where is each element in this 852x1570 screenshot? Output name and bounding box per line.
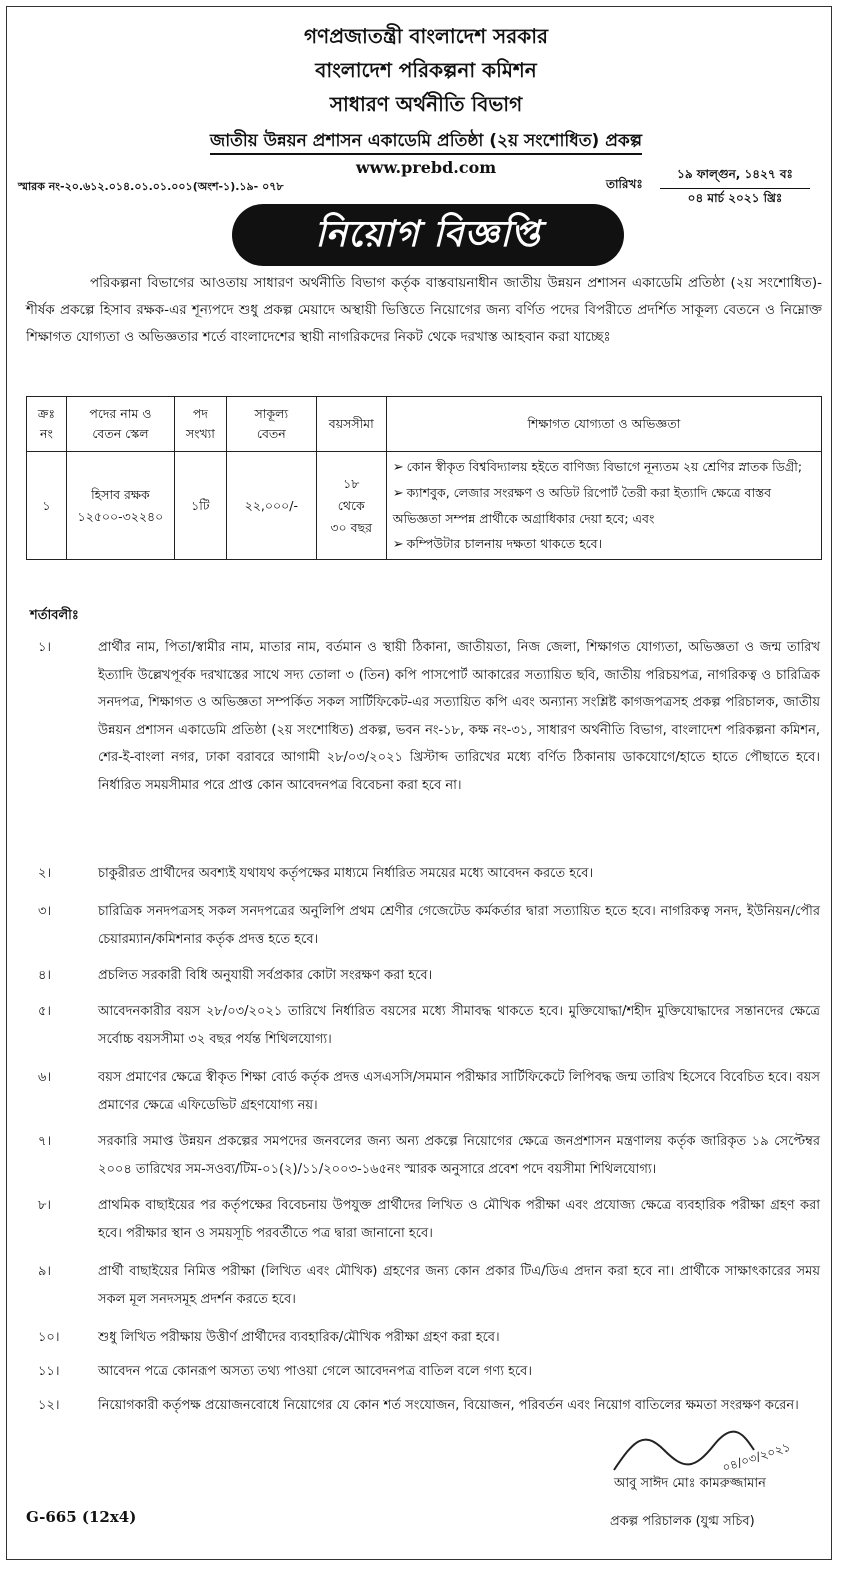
condition-text: প্রাথমিক বাছাইয়ের পর কর্তৃপক্ষের বিবেচনায় উপযুক্ত প্রার্থীদের লিখিত ও মৌখিক পরীক্ষা এবং প্রযোজ্য ক্ষেত্রে ব্যবহারিক পরীক্ষা গ্রহণ করা হবে। পরীক্ষার স্থান ও সময়সূচি পরবর্তীতে পত্র দ্বারা জানানো হবে। xyxy=(98,1198,820,1241)
commission-title: বাংলাদেশ পরিকল্পনা কমিশন xyxy=(315,58,537,82)
pay-scale: ১২৫০০-৩২২৪০ xyxy=(77,508,164,524)
header-quals: শিক্ষাগত যোগ্যতা ও অভিজ্ঞতা xyxy=(386,397,821,452)
header-post xyxy=(66,397,174,452)
condition-number: ৯। xyxy=(38,1264,52,1279)
header-post-line2: বেতন স্কেল xyxy=(92,426,149,441)
intro-paragraph: পরিকল্পনা বিভাগের আওতায় সাধারণ অর্থনীতি বিভাগ কর্তৃক বাস্তবায়নাধীন জাতীয় উন্নয়ন প্রশাসন একাডেমি প্রতিষ্ঠা (২য় সংশোধিত)- শীর্ষক প্রকল্পে হিসাব রক্ষক-এর শূন্যপদে শুধু প্রকল্প মেয়াদে অস্থায়ী ভিত্তিতে নিয়োগের জন্য বর্ণিত পদের বিপরীতে প্রদর্শিত সাকূল্য বেতনে ও নিম্নোক্ত শিক্ষাগত যোগ্যতা ও অভিজ্ঞতার শর্তে বাংলাদেশের স্থায়ী নাগরিকদের নিকট থেকে দরখাস্ত আহবান করা যাচ্ছেঃ xyxy=(26,275,822,345)
age-to: থেকে xyxy=(337,497,365,513)
signatory-title: প্রকল্প পরিচালক (যুগ্ম সচিব) xyxy=(610,1514,755,1529)
condition-number: ১। xyxy=(38,640,52,655)
cell-salary: ২২,০০০/- xyxy=(226,452,316,560)
header-count-line1: পদ xyxy=(192,406,208,421)
header-count-line2: সংখ্যা xyxy=(185,426,215,441)
condition-number: ৪। xyxy=(38,968,52,983)
signature-date: ০৪/০৩/২০২১ xyxy=(720,1439,792,1475)
header-count xyxy=(174,397,226,452)
signatory-name: আবু সাঈদ মোঃ কামরুজ্জামান xyxy=(614,1476,766,1491)
condition-text: চাকুরীরত প্রার্থীদের অবশ্যই যথাযথ কর্তৃপক্ষের মাধ্যমে নির্ধারিত সময়ের মধ্যে আবেদন করতে হবে। xyxy=(98,866,594,881)
cell-quals xyxy=(386,452,821,560)
header-salary xyxy=(226,397,316,452)
condition-number: ৭। xyxy=(38,1134,52,1149)
condition-text: আবেদনকারীর বয়স ২৮/০৩/২০২১ তারিখে নির্ধারিত বয়সের মধ্যে সীমাবদ্ধ থাকতে হবে। মুক্তিযোদ্ধা/শহীদ মুক্তিযোদ্ধাদের সন্তানদের ক্ষেত্রে সর্বোচ্চ বয়সসীমা ৩২ বছর পর্যন্ত শিথিলযোগ্য। xyxy=(98,1004,820,1047)
condition-text: আবেদন পত্রে কোনরূপ অসত্য তথ্য পাওয়া গেলে আবেদনপত্র বাতিল বলে গণ্য হবে। xyxy=(98,1364,533,1379)
condition-text: শুধু লিখিত পরীক্ষায় উত্তীর্ণ প্রার্থীদের ব্যবহারিক/মৌখিক পরীক্ষা গ্রহণ করা হবে। xyxy=(98,1330,500,1345)
header-serial xyxy=(27,397,67,452)
header-salary-line2: বেতন xyxy=(256,426,286,441)
qual-item xyxy=(393,531,815,557)
project-title xyxy=(0,128,852,156)
posts-table xyxy=(26,396,822,560)
age-max: ৩০ বছর xyxy=(330,519,373,535)
condition-text: প্রচলিত সরকারী বিধি অনুযায়ী সর্বপ্রকার কোটা সংরক্ষণ করা হবে। xyxy=(98,968,433,983)
date-gregorian: ০৪ মার্চ ২০২১ খ্রিঃ xyxy=(687,191,783,205)
header-post-line1: পদের নাম ও xyxy=(89,406,152,421)
arrow-icon: ➢ xyxy=(392,537,404,552)
qual-text: কম্পিউটার চালনায় দক্ষতা থাকতে হবে। xyxy=(406,536,603,551)
age-min: ১৮ xyxy=(343,475,360,491)
memo-number: স্মারক নং-২০.৬১২.০১৪.০১.০১.০০১(অংশ-১).১৯- ০৭৮ xyxy=(18,180,284,193)
condition-number: ১১। xyxy=(38,1364,60,1379)
header-serial-line1: ক্রঃ xyxy=(37,406,56,421)
date-label: তারিখঃ xyxy=(606,177,643,191)
footer-code: G-665 (12x4) xyxy=(26,1508,137,1526)
condition-number: ৫। xyxy=(38,1004,52,1019)
header-salary-line1: সাকূল্য xyxy=(254,406,289,421)
cell-count: ১টি xyxy=(174,452,226,560)
table-row xyxy=(27,452,822,560)
govt-title: গণপ্রজাতন্ত্রী বাংলাদেশ সরকার xyxy=(304,24,548,48)
condition-number: ৬। xyxy=(38,1070,52,1085)
qual-text: ক্যাশবুক, লেজার সংরক্ষণ ও অডিট রিপোর্ট তৈরী করা ইত্যাদি ক্ষেত্রে বাস্তব অভিজ্ঞতা সম্পন্ন প্রার্থীকে অগ্রাধিকার দেয়া হবে; এবং xyxy=(392,485,772,526)
arrow-icon: ➢ xyxy=(392,486,404,501)
arrow-icon: ➢ xyxy=(392,460,404,475)
condition-number: ১০। xyxy=(38,1330,60,1345)
condition-text: নিয়োগকারী কর্তৃপক্ষ প্রয়োজনবোধে নিয়োগের যে কোন শর্ত সংযোজন, বিয়োজন, পরিবর্তন এবং নিয়োগ বাতিলের ক্ষমতা সংরক্ষণ করেন। xyxy=(98,1398,799,1413)
cell-age xyxy=(316,452,386,560)
condition-number: ১২। xyxy=(38,1398,60,1413)
condition-text: প্রার্থীর নাম, পিতা/স্বামীর নাম, মাতার নাম, বর্তমান ও স্থায়ী ঠিকানা, জাতীয়তা, নিজ জেলা, শিক্ষাগত যোগ্যতা, অভিজ্ঞতা ও জন্ম তারিখ ইত্যাদি উল্লেখপূর্বক দরখাস্তের সাথে সদ্য তোলা ৩ (তিন) কপি পাসপোর্ট আকারের সত্যায়িত ছবি, জাতীয় পরিচয়পত্র, নাগরিকত্ব ও চারিত্রিক সনদপত্র, শিক্ষাগত ও অভিজ্ঞতা সম্পর্কিত সকল সার্টিফিকেট-এর সত্যায়িত কপি এবং অন্যান্য সংশ্লিষ্ট কাগজপত্রসহ প্রকল্প পরিচালক, জাতীয় উন্নয়ন প্রশাসন একাডেমি প্রতিষ্ঠা (২য় সংশোধিত) প্রকল্প, ভবন নং-১৮, কক্ষ নং-৩১, সাধারণ অর্থনীতি বিভাগ, বাংলাদেশ পরিকল্পনা কমিশন, শের-ই-বাংলা নগর, ঢাকা বরাবরে আগামী ২৮/০৩/২০২১ খ্রিস্টাব্দ তারিখের মধ্যে বর্ণিত ঠিকানায় ডাকযোগে/হাতে হাতে পৌছাতে হবে। নির্ধারিত সময়সীমার পরে প্রাপ্ত কোন আবেদনপত্র বিবেচনা করা হবে না। xyxy=(98,640,820,793)
condition-text: চারিত্রিক সনদপত্রসহ সকল সনদপত্রের অনুলিপি প্রথম শ্রেণীর গেজেটেড কর্মকর্তার দ্বারা সত্যায়িত হতে হবে। নাগরিকত্ব সনদ, ইউনিয়ন/পৌর চেয়ারম্যান/কমিশনার কর্তৃক প্রদত্ত হতে হবে। xyxy=(98,904,820,947)
date-bangla: ১৯ ফাল্গুন, ১৪২৭ বঃ xyxy=(660,166,810,189)
signature-mark xyxy=(604,1420,814,1480)
condition-number: ২। xyxy=(38,866,52,881)
condition-text: বয়স প্রমাণের ক্ষেত্রে স্বীকৃত শিক্ষা বোর্ড কর্তৃক প্রদত্ত এসএসসি/সমমান পরীক্ষার সার্টিফিকেটে লিপিবদ্ধ জন্ম তারিখ হিসেবে বিবেচিত হবে। বয়স প্রমাণের ক্ষেত্রে এফিডেভিট গ্রহণযোগ্য নয়। xyxy=(98,1070,820,1113)
condition-text: প্রার্থী বাছাইয়ের নিমিত্ত পরীক্ষা (লিখিত এবং মৌখিক) গ্রহণের জন্য কোন প্রকার টিএ/ডিএ প্রদান করা হবে না। প্রার্থীকে সাক্ষাৎকারের সময় সকল মূল সনদসমূহ প্রদর্শন করতে হবে। xyxy=(98,1264,820,1307)
qual-item xyxy=(393,454,815,480)
condition-text: সরকারি সমাপ্ত উন্নয়ন প্রকল্পের সমপদের জনবলের জন্য অন্য প্রকল্পে নিয়োগের ক্ষেত্রে জনপ্রশাসন মন্ত্রণালয় কর্তৃক জারিকৃত ১৯ সেপ্টেম্বর ২০০৪ তারিখের সম-সওব্য/টিম-০১(২)/১১/২০০৩-১৬৫নং স্মারক অনুসারে প্রবেশ পদে বয়সীমা শিথিলযোগ্য। xyxy=(98,1134,820,1177)
qual-text: কোন স্বীকৃত বিশ্ববিদ্যালয় হইতে বাণিজ্য বিভাগে নূন্যতম ২য় শ্রেণির স্নাতক ডিগ্রী; xyxy=(406,459,803,474)
table-header-row xyxy=(27,397,822,452)
header-age: বয়সসীমা xyxy=(316,397,386,452)
project-title-text: জাতীয় উন্নয়ন প্রশাসন একাডেমি প্রতিষ্ঠা (২য় সংশোধিত) প্রকল্প xyxy=(210,131,642,155)
cell-post xyxy=(66,452,174,560)
cell-serial: ১ xyxy=(27,452,67,560)
post-name: হিসাব রক্ষক xyxy=(91,486,150,502)
condition-number: ৩। xyxy=(38,904,52,919)
header-serial-line2: নং xyxy=(40,426,53,441)
notice-banner: নিয়োগ বিজ্ঞপ্তি xyxy=(232,204,624,266)
condition-number: ৮। xyxy=(38,1198,52,1213)
conditions-title: শর্তাবলীঃ xyxy=(30,608,79,623)
division-title: সাধারণ অর্থনীতি বিভাগ xyxy=(329,92,523,116)
website-link[interactable]: www.prebd.com xyxy=(355,158,497,177)
qual-item xyxy=(393,480,815,531)
